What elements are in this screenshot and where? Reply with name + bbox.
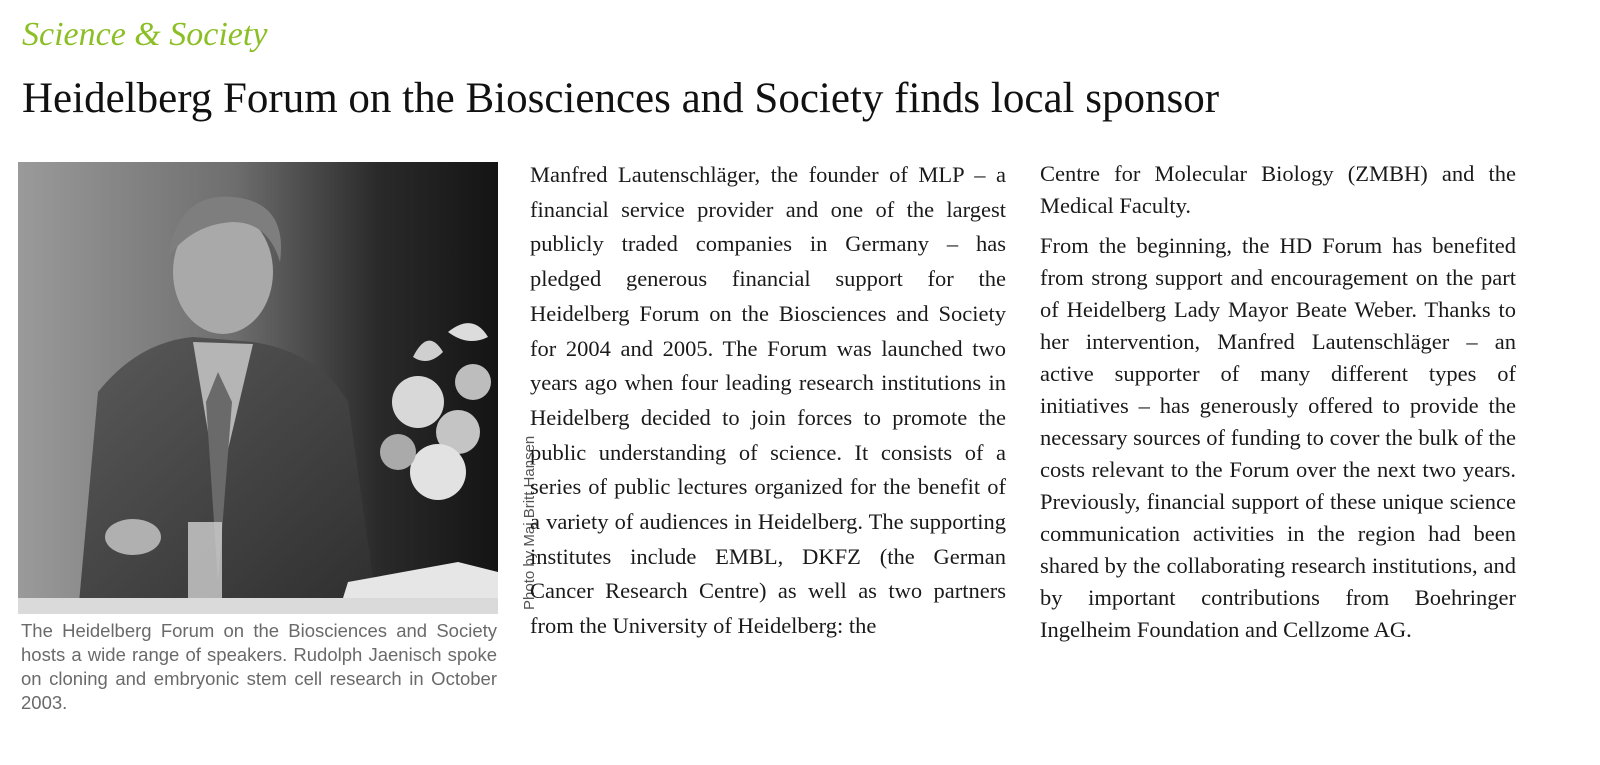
photo-credit: Photo by Maj Britt Hansen: [521, 435, 538, 610]
article-column-2: [1040, 158, 1516, 646]
article-column-1: [530, 158, 1006, 644]
speaker-photo: [18, 162, 498, 614]
section-label: Science & Society: [22, 16, 268, 53]
photo-caption: The Heidelberg Forum on the Biosciences and Society hosts a wide range of speakers. Rudolph Jaenisch spoke on cloning and embryonic stem cell research in October 2003.: [21, 620, 497, 713]
article-headline: Heidelberg Forum on the Biosciences and Society finds local sponsor: [22, 75, 1220, 122]
article-paragraph: Centre for Molecular Biology (ZMBH) and the Medical Faculty.: [1040, 161, 1516, 218]
article-paragraph: From the beginning, the HD Forum has benefited from strong support and encouragement on the part of Heidelberg Lady Mayor Beate Weber. Thanks to her intervention, Manfred Lautenschläger – an active supporter of many different types of initiatives – has generously offered to provide the necessary sources of funding to cover the bulk of the costs relevant to the Forum over the next two years. Previously, financial support of these unique science communication activities in the region had been shared by the collaborating research institutions, and by important contributions from Boehringer Ingelheim Foundation and Cellzome AG.: [1040, 233, 1516, 642]
article-paragraph: Manfred Lautenschläger, the founder of MLP – a financial service provider and one of the largest publicly traded companies in Germany – has pledged generous financial support for the Heidelberg Forum on the Biosciences and Society for 2004 and 2005. The Forum was launched two years ago when four leading research institutions in Heidelberg decided to join forces to promote the public understanding of science. It consists of a series of public lectures organized for the benefit of a variety of audiences in Heidelberg. The supporting institutes include EMBL, DKFZ (the German Cancer Research Centre) as well as two partners from the University of Heidelberg: the: [530, 162, 1006, 639]
